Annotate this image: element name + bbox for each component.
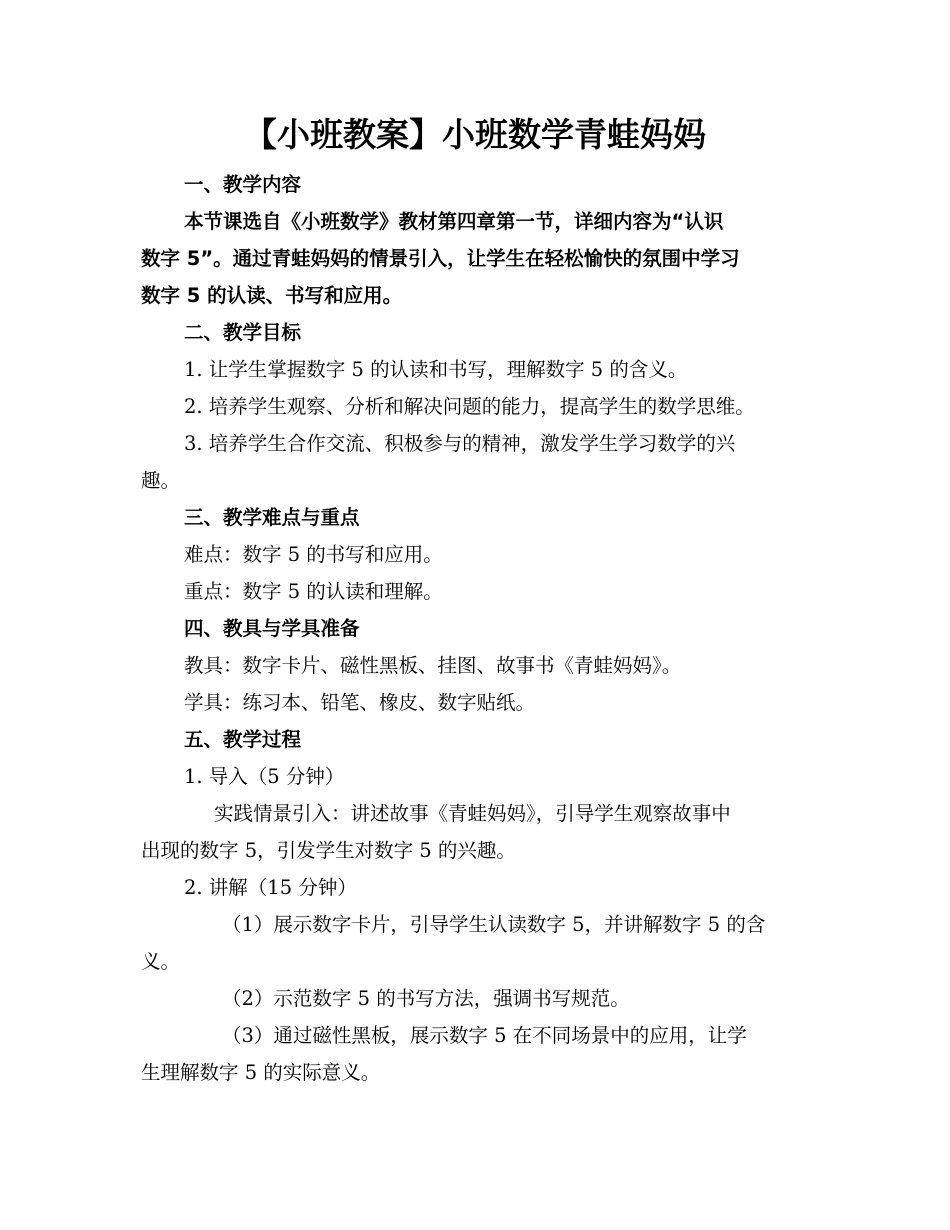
goal-item: 3. 培养学生合作交流、积极参与的精神，激发学生学习数学的兴 [184,432,736,455]
paragraph-line: 本节课选自《小班数学》教材第四章第一节，详细内容为“认识 [184,210,724,233]
process-paragraph-line: 实践情景引入：讲述故事《青蛙妈妈》，引导学生观察故事中 [214,802,731,825]
section-heading-content: 一、教学内容 [184,173,302,196]
section-heading-process: 五、教学过程 [184,728,302,751]
process-paragraph-line: 义。 [141,950,181,973]
document-title: 【小班教案】小班数学青蛙妈妈 [244,115,706,154]
goal-item-continued: 趣。 [141,469,181,492]
goal-item: 2. 培养学生观察、分析和解决问题的能力，提高学生的数学思维。 [184,395,755,418]
process-paragraph-line: 生理解数字 5 的实际意义。 [141,1061,381,1084]
section-heading-difficulties: 三、教学难点与重点 [184,506,360,529]
process-paragraph-line: （1）展示数字卡片，引导学生认读数字 5，并讲解数字 5 的含 [222,913,766,936]
section-heading-materials: 四、教具与学具准备 [184,617,360,640]
teacher-tools-item: 教具：数字卡片、磁性黑板、挂图、故事书《青蛙妈妈》。 [184,654,682,677]
process-step: 2. 讲解（15 分钟） [184,876,357,899]
process-step: 1. 导入（5 分钟） [184,765,345,788]
process-paragraph-line: （3）通过磁性黑板，展示数字 5 在不同场景中的应用，让学 [222,1024,747,1047]
student-tools-item: 学具：练习本、铅笔、橡皮、数字贴纸。 [184,691,536,714]
section-heading-goals: 二、教学目标 [184,321,302,344]
difficulty-item: 难点：数字 5 的书写和应用。 [184,543,443,566]
process-paragraph-line: 出现的数字 5，引发学生对数字 5 的兴趣。 [141,839,516,862]
goal-item: 1. 让学生掌握数字 5 的认读和书写，理解数字 5 的含义。 [184,358,688,381]
key-point-item: 重点：数字 5 的认读和理解。 [184,580,443,603]
paragraph-line: 数字 5”。通过青蛙妈妈的情景引入，让学生在轻松愉快的氛围中学习 [141,247,740,270]
process-paragraph-line: （2）示范数字 5 的书写方法，强调书写规范。 [222,987,630,1010]
paragraph-line: 数字 5 的认读、书写和应用。 [141,284,403,307]
